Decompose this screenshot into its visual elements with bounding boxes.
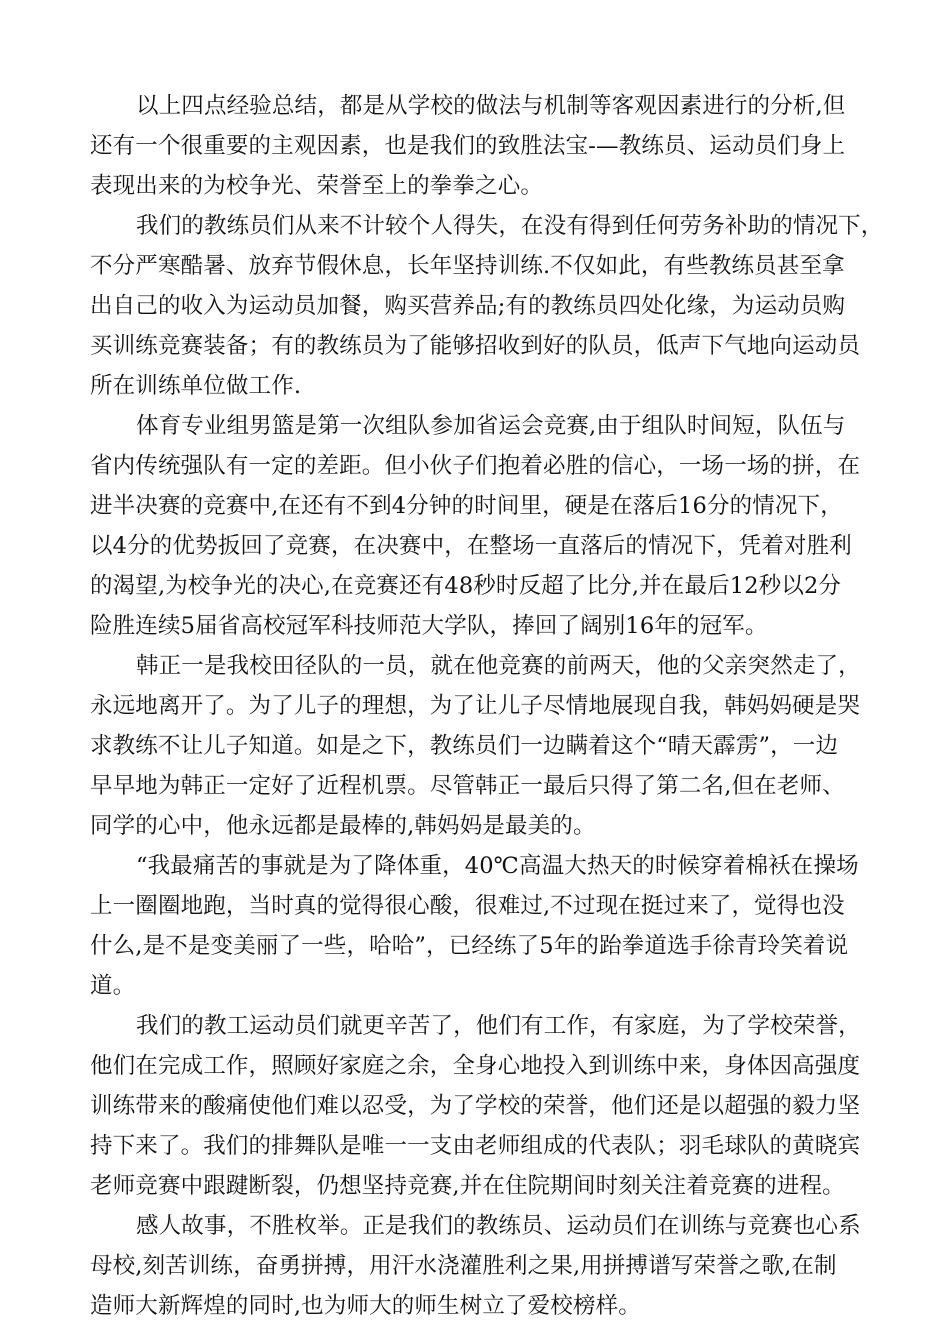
text-line: 上一圈圈地跑，当时真的觉得很心酸，很难过,不过现在挺过来了，觉得也没 [90,893,845,919]
text-line: 我们的教练员们从来不计较个人得失，在没有得到任何劳务补助的情况下， [136,213,884,239]
text-line: 我们的教工运动员们就更辛苦了，他们有工作，有家庭，为了学校荣誉， [136,1013,861,1039]
text-line: 什么,是不是变美丽了一些，哈哈”，已经练了5年的跆拳道选手徐青玲笑着说 [90,933,849,959]
text-line: 持下来了。我们的排舞队是唯一一支由老师组成的代表队；羽毛球队的黄晓宾 [90,1133,861,1159]
text-line: 他们在完成工作，照顾好家庭之余，全身心地投入到训练中来，身体因高强度 [90,1053,861,1079]
paragraph-staff-athletes [90,1006,860,1206]
paragraph-quote [90,846,860,1006]
text-line: 训练带来的酸痛使他们难以忍受，为了学校的荣誉，他们还是以超强的毅力坚 [90,1093,861,1119]
text-line: “我最痛苦的事就是为了降体重，40℃高温大热天的时候穿着棉袄在操场 [136,853,859,879]
paragraph-coaches [90,206,884,406]
text-line: 韩正一是我校田径队的一员，就在他竞赛的前两天，他的父亲突然走了， [136,653,861,679]
text-line: 母校,刻苦训练，奋勇拼搏，用汗水浇灌胜利之果,用拼搏谱写荣誉之歌,在制 [90,1253,837,1279]
text-line: 道。 [90,973,136,999]
text-line: 老师竞赛中跟踺断裂，仍想坚持竞赛,并在住院期间时刻关注着竞赛的进程。 [90,1173,845,1199]
text-line: 省内传统强队有一定的差距。但小伙子们抱着必胜的信心，一场一场的拼，在 [90,453,861,479]
text-line: 感人故事，不胜枚举。正是我们的教练员、运动员们在训练与竞赛也心系 [136,1213,861,1239]
text-line: 造师大新辉煌的同时,也为师大的师生树立了爱校榜样。 [90,1293,641,1319]
text-line: 表现出来的为校争光、荣誉至上的拳拳之心。 [90,173,544,199]
text-line: 体育专业组男篮是第一次组队参加省运会竞赛,由于组队时间短，队伍与 [136,413,846,439]
text-line: 求教练不让儿子知道。如是之下，教练员们一边瞒着这个“晴天霹雳”，一边 [90,733,839,759]
text-line: 不分严寒酷暑、放弃节假休息，长年坚持训练.不仅如此，有些教练员甚至拿 [90,253,845,279]
paragraph-summary [90,86,860,206]
text-line: 买训练竞赛装备；有的教练员为了能够招收到好的队员，低声下气地向运动员 [90,333,861,359]
text-line: 进半决赛的竞赛中,在还有不到4分钟的时间里，硬是在落后16分的情况下， [90,493,843,519]
text-line: 以4分的优势扳回了竞赛，在决赛中，在整场一直落后的情况下，凭着对胜利 [90,533,852,559]
text-line: 险胜连续5届省高校冠军科技师范大学队，捧回了阔别16年的冠军。 [90,613,768,639]
paragraph-han-zhengyi [90,646,860,846]
text-line: 出自己的收入为运动员加餐，购买营养品;有的教练员四处化缘，为运动员购 [90,293,846,319]
text-line: 还有一个很重要的主观因素，也是我们的致胜法宝-—教练员、运动员们身上 [90,133,846,159]
paragraph-conclusion [90,1206,860,1326]
paragraph-basketball [90,406,860,646]
text-line: 早早地为韩正一定好了近程机票。尽管韩正一最后只得了第二名,但在老师、 [90,773,845,799]
text-line: 以上四点经验总结，都是从学校的做法与机制等客观因素进行的分析,但 [136,93,846,119]
document-body [90,86,884,1326]
text-line: 所在训练单位做工作. [90,373,302,399]
text-line: 的渴望,为校争光的决心,在竞赛还有48秒时反超了比分,并在最后12秒以2分 [90,573,842,599]
text-line: 同学的心中，他永远都是最棒的,韩妈妈是最美的。 [90,813,596,839]
text-line: 永远地离开了。为了儿子的理想，为了让儿子尽情地展现自我，韩妈妈硬是哭 [90,693,861,719]
